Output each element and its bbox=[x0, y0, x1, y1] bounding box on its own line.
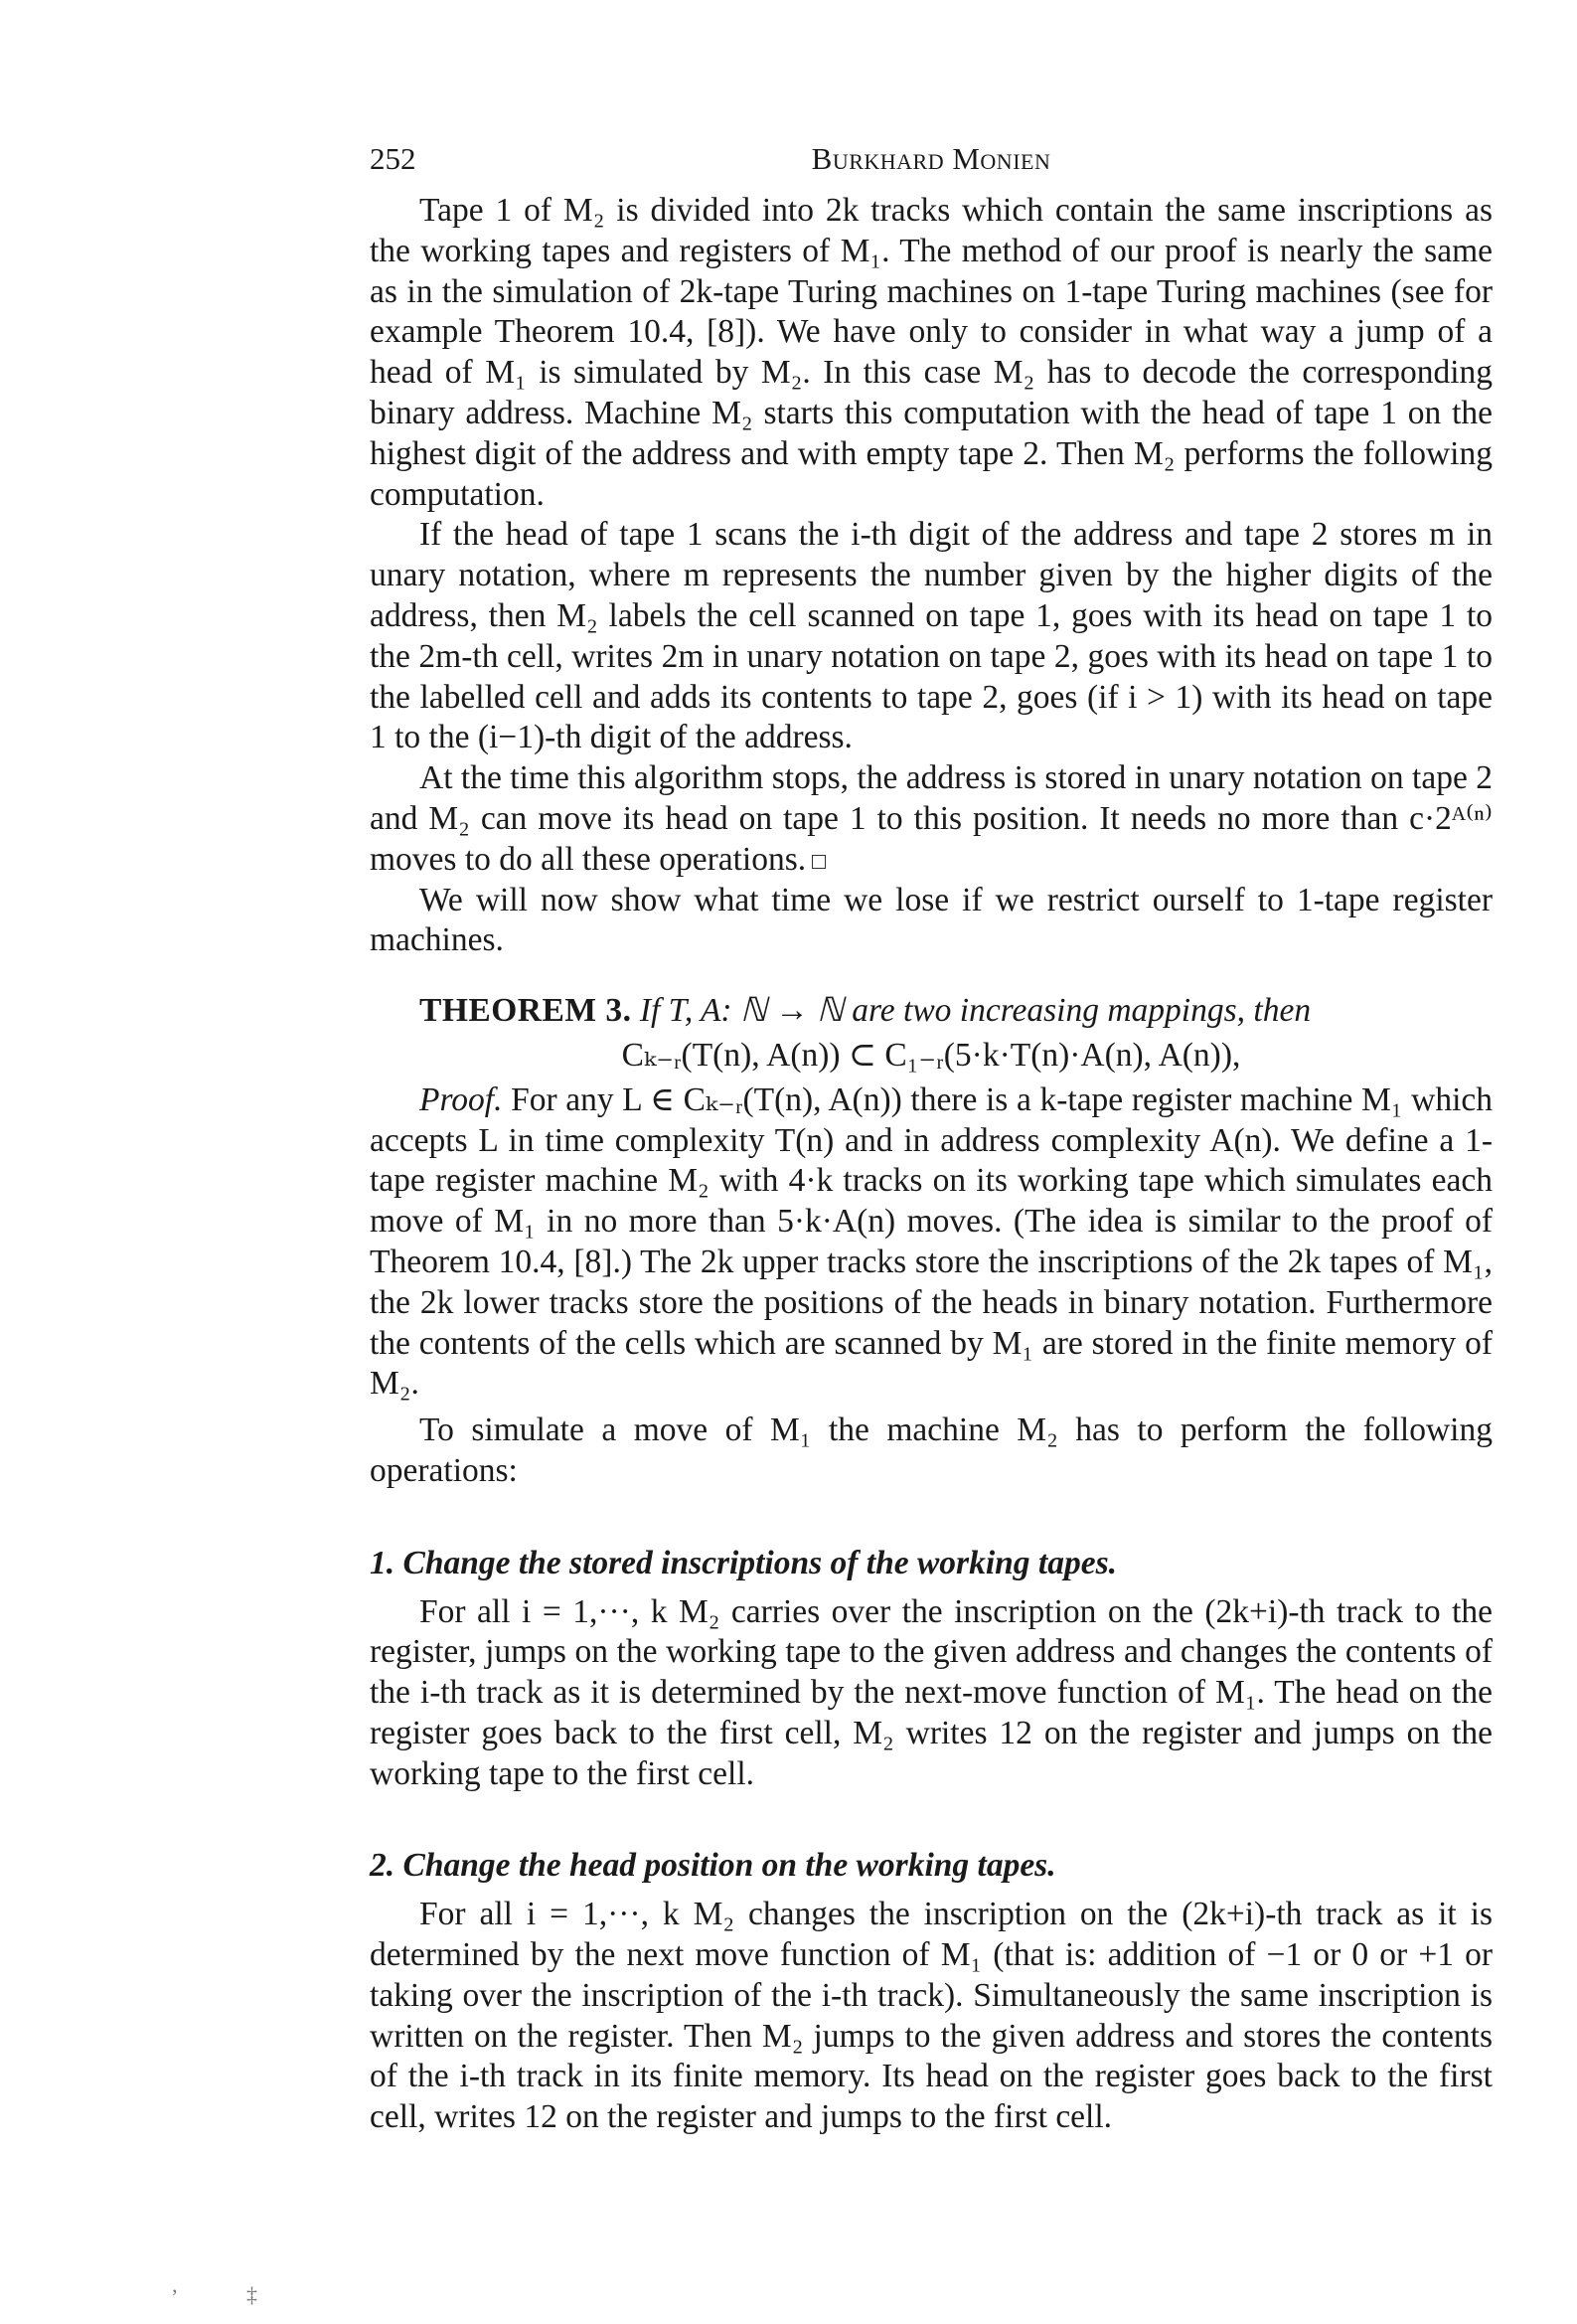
step-2-heading: 2. Change the head position on the working tapes. bbox=[370, 1847, 1056, 1885]
theorem-formula: Cₖ₋ᵣ(T(n), A(n)) ⊂ C₁₋ᵣ(5·k·T(n)·A(n), A(n)), bbox=[621, 1036, 1241, 1074]
theorem-3 bbox=[370, 991, 1493, 1077]
theorem-text: If T, A: ℕ → ℕ are two increasing mappings, then bbox=[639, 992, 1312, 1030]
paragraph-3-text: At the time this algorithm stops, the address is stored in unary notation on tape 2 and M₂ can move its head on tape 1 to this position. It needs no more than c·2ᴬ⁽ⁿ⁾ moves to do all these operations. bbox=[370, 759, 1493, 878]
proof-paragraph bbox=[370, 1080, 1493, 1405]
proof-paragraph-2 bbox=[370, 1411, 1493, 1492]
theorem-statement bbox=[370, 991, 1493, 1032]
running-head bbox=[370, 139, 1493, 179]
step-1-text: For all i = 1,···, k M₂ carries over the inscription on the (2k+i)-th track to the register, jumps on the working tape to the given address and changes the contents of the i-th track as it is determined by the next-move function of M₁. The head on the register goes back to the first cell, M₂ writes 12 on the register and jumps on the working tape to the first cell. bbox=[370, 1592, 1493, 1792]
page-number: 252 bbox=[370, 141, 416, 176]
paragraph-2 bbox=[370, 515, 1493, 758]
theorem-label: THEOREM 3. bbox=[419, 992, 632, 1030]
margin-mark-2: ‡ bbox=[246, 2282, 257, 2307]
paragraph-4 bbox=[370, 881, 1493, 962]
margin-mark-1: ’ bbox=[171, 2284, 179, 2309]
step-1-heading: 1. Change the stored inscriptions of the working tapes. bbox=[370, 1544, 1117, 1581]
step-2-text: For all i = 1,···, k M₂ changes the inscription on the (2k+i)-th track as it is determined by the next move function of M₁ (that is: addition of −1 or 0 or +1 or taking over the inscription of the i-th track). Simultaneously the same inscription is written on the register. Then M₂ jumps to the given address and stores the contents of the i-th track in its finite memory. Its head on the register goes back to the first cell, writes 12 on the register and jumps to the first cell. bbox=[370, 1896, 1493, 2136]
paragraph-1-text: Tape 1 of M₂ is divided into 2k tracks which contain the same inscriptions as the working tapes and registers of M₁. The method of our proof is nearly the same as in the simulation of 2k-tape Turing machines on 1-tape Turing machines (see for example Theorem 10.4, [8]). We have only to consider in what way a jump of a head of M₁ is simulated by M₂. In this case M₂ has to decode the corresponding binary address. Machine M₂ starts this computation with the head of tape 1 on the highest digit of the address and with empty tape 2. Then M₂ performs the following computation. bbox=[370, 192, 1493, 513]
proof-text: For any L ∈ Cₖ₋ᵣ(T(n), A(n)) there is a k-tape register machine M₁ which accepts L in time complexity T(n) and in address complexity A(n). We define a 1-tape register machine M₂ with 4·k tracks on its working tape which simulates each move of M₁ in no more than 5·k·A(n) moves. (The idea is similar to the proof of Theorem 10.4, [8].) The 2k upper tracks store the inscriptions of the 2k tapes of M₁, the 2k lower tracks store the positions of the heads in binary notation. Furthermore the contents of the cells which are scanned by M₁ are stored in the finite memory of M₂. bbox=[370, 1080, 1493, 1403]
proof-paragraph-2-text: To simulate a move of M₁ the machine M₂ has to perform the following operations: bbox=[370, 1411, 1493, 1489]
paragraph-2-text: If the head of tape 1 scans the i-th digit of the address and tape 2 stores m in unary notation, where m represents the number given by the higher digits of the address, then M₂ labels the cell scanned on tape 1, goes with its head on tape 1 to the 2m-th cell, writes 2m in unary notation on tape 2, goes with its head on tape 1 to the labelled cell and adds its contents to tape 2, goes (if i > 1) with its head on tape 1 to the (i−1)-th digit of the address. bbox=[370, 516, 1493, 756]
page-body bbox=[370, 139, 1493, 2138]
paragraph-1 bbox=[370, 191, 1493, 515]
paragraph-4-text: We will now show what time we lose if we restrict ourself to 1-tape register machines. bbox=[370, 881, 1493, 959]
proof-label: Proof. bbox=[419, 1080, 503, 1118]
paragraph-3 bbox=[370, 758, 1493, 880]
running-title: Burkhard Monien bbox=[811, 141, 1051, 176]
end-of-proof-icon bbox=[812, 855, 826, 869]
